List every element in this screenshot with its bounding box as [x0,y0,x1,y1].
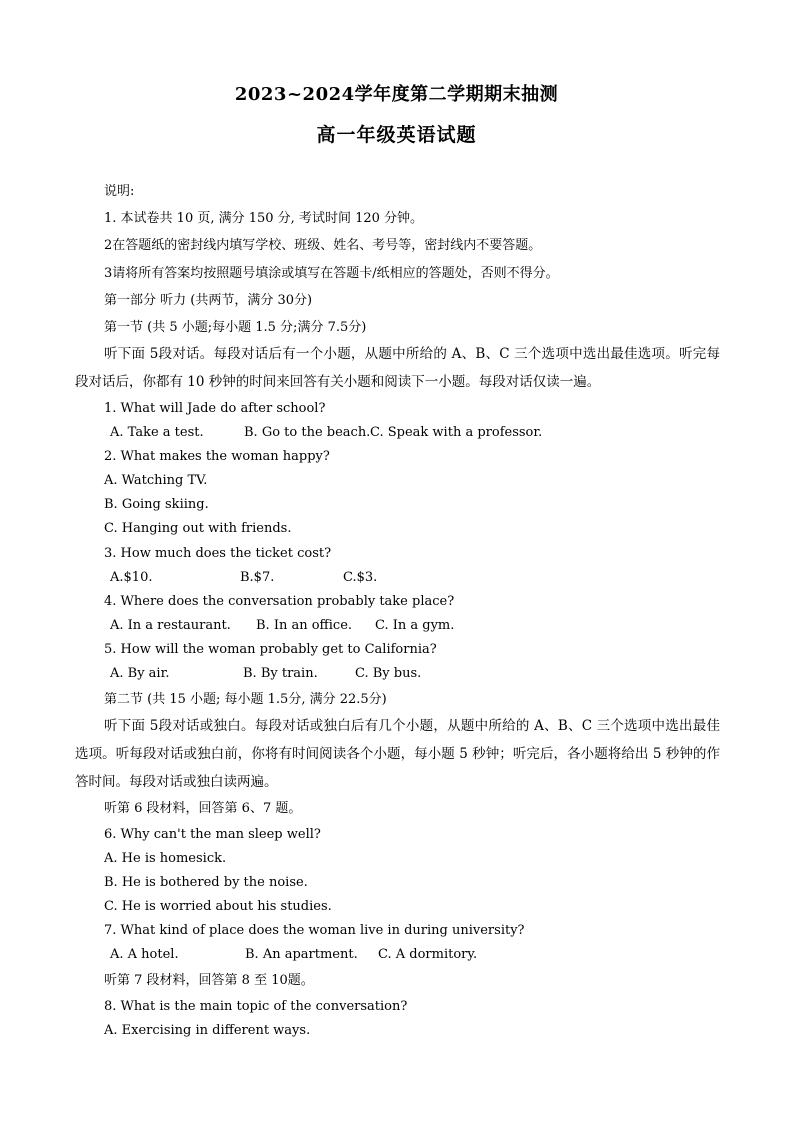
option-b: B. By train. [243,666,318,681]
option-a: A. Take a test. [110,425,204,440]
option-a: A. Watching TV. [104,473,208,488]
option-b: B. Go to the beach. [244,425,371,440]
option-a: A. A hotel. [110,947,179,962]
option-a: A. Exercising in different ways. [104,1023,311,1038]
option-b: B. An apartment. [245,947,358,962]
material-heading: 听第 7 段材料，回答第 8 至 10题。 [104,973,314,988]
section2-directions: 听下面 5段对话或独白。每段对话或独白后有几个小题，从题中所给的 A、B、C 三个选项中选出最佳选项。听每段对话或独白前，你将有时间阅读各个小题，每小题 5 秒钟；听完后，各小题将给出 5 秒钟的作答时间。每段对话或独白读两遍。 [75,718,720,790]
option-c: C. Hanging out with friends. [104,521,292,536]
option-b: B. Going skiing. [104,497,209,512]
option-a: A. He is homesick. [104,851,227,866]
exam-title: 2023~2024学年度第二学期期末抽测 [234,84,559,105]
instruction-item: 1. 本试卷共 10 页, 满分 150 分, 考试时间 120 分钟。 [104,211,424,226]
question-stem: 3. How much does the ticket cost? [104,546,332,561]
exam-subtitle: 高一年级英语试题 [316,124,477,146]
section2-heading: 第二节 (共 15 小题; 每小题 1.5分, 满分 22.5分) [104,692,387,707]
instruction-item: 2在答题纸的密封线内填写学校、班级、姓名、考号等，密封线内不要答题。 [104,238,542,253]
option-b: B.$7. [240,570,275,585]
instruction-item: 3请将所有答案均按照题号填涂或填写在答题卡/纸相应的答题处，否则不得分。 [104,266,559,281]
material-heading: 听第 6 段材料，回答第 6、7 题。 [104,801,302,816]
option-b: B. He is bothered by the noise. [104,875,308,890]
section1-directions: 听下面 5段对话。每段对话后有一个小题，从题中所给的 A、B、C 三个选项中选出最佳选项。听完每段对话后，你都有 10 秒钟的时间来回答有关小题和阅读下一小题。每段对话仅读一遍。 [75,346,720,390]
option-a: A. By air. [110,666,170,681]
option-c: C. In a gym. [375,618,455,633]
question-stem: 7. What kind of place does the woman live in during university? [104,923,525,938]
question-stem: 1. What will Jade do after school? [104,401,326,416]
option-c: C. Speak with a professor. [370,425,543,440]
question-stem: 8. What is the main topic of the conversation? [104,999,408,1014]
option-a: A.$10. [110,570,153,585]
option-c: C.$3. [343,570,378,585]
instructions-heading: 说明: [104,184,135,199]
question-stem: 4. Where does the conversation probably take place? [104,594,455,609]
question-stem: 6. Why can't the man sleep well? [104,827,321,842]
question-stem: 2. What makes the woman happy? [104,449,330,464]
option-c: C. A dormitory. [378,947,478,962]
option-c: C. He is worried about his studies. [104,899,332,914]
option-a: A. In a restaurant. [110,618,231,633]
option-b: B. In an office. [256,618,353,633]
part1-heading: 第一部分 听力 (共两节，满分 30分) [104,293,313,308]
question-stem: 5. How will the woman probably get to California? [104,642,437,657]
option-c: C. By bus. [355,666,422,681]
section1-heading: 第一节 (共 5 小题;每小题 1.5 分;满分 7.5分) [104,320,367,335]
